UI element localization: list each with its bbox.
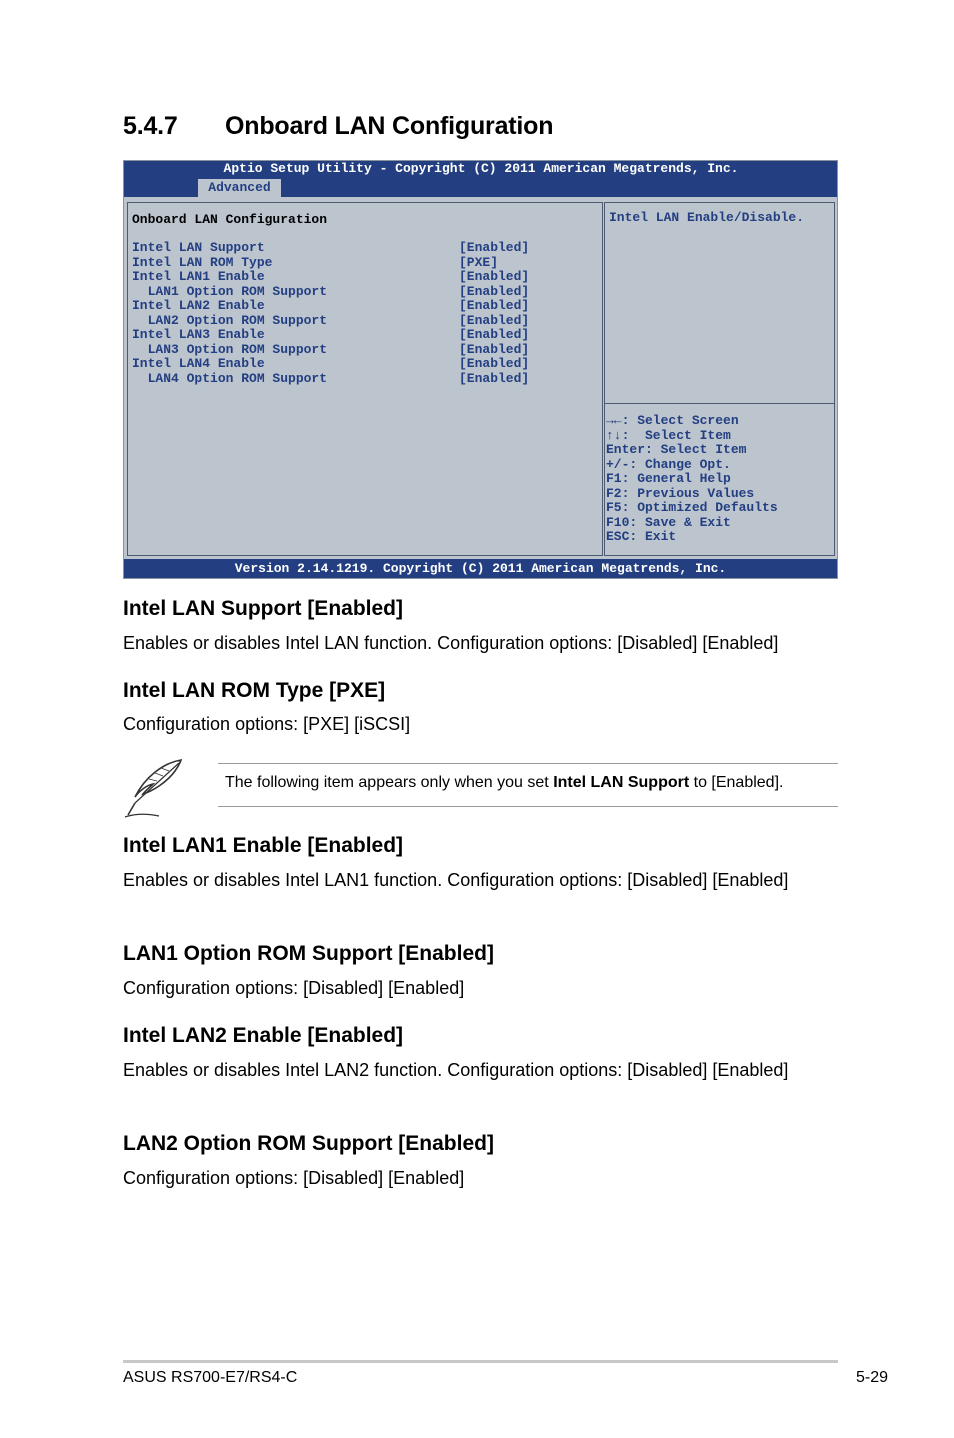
bios-item-value: [Enabled] (459, 240, 530, 255)
bios-item-value: [Enabled] (459, 370, 530, 386)
bios-item-value: [Enabled] (459, 283, 530, 299)
bios-item-label: Intel LAN4 Enable (132, 356, 265, 371)
bios-menu-item[interactable] (132, 270, 602, 285)
key-hint: +/-: Change Opt. (606, 456, 731, 472)
key-hint: F5: Optimized Defaults (606, 500, 778, 515)
bios-item-value: [Enabled] (459, 356, 530, 371)
item-description: Configuration options: [Disabled] [Enabled] (123, 1168, 465, 1188)
bios-menu-item[interactable] (132, 343, 602, 358)
bios-menu-heading: Onboard LAN Configuration (132, 212, 328, 227)
bios-item-label: LAN3 Option ROM Support (132, 341, 328, 357)
bios-key-legend (606, 414, 778, 545)
section-title-text: Onboard LAN Configuration (225, 112, 554, 140)
bios-menu-item[interactable] (132, 256, 602, 271)
note-rule (218, 763, 838, 764)
note-text-end: to [Enabled]. (689, 774, 784, 791)
item-heading: LAN2 Option ROM Support [Enabled] (123, 1132, 494, 1155)
bios-menu-panel (127, 202, 603, 556)
bios-menu-item[interactable] (132, 241, 602, 256)
bios-item-value: [Enabled] (459, 312, 530, 328)
item-description: Enables or disables Intel LAN2 function. Configuration options: [Disabled] [Enabled] (123, 1060, 789, 1080)
item-heading: LAN1 Option ROM Support [Enabled] (123, 942, 494, 965)
footer-product-name: ASUS RS700-E7/RS4-C (123, 1369, 298, 1386)
bios-item-label: LAN2 Option ROM Support (132, 312, 328, 328)
bios-item-label: Intel LAN1 Enable (132, 269, 265, 284)
footer-page-number: 5-29 (855, 1369, 888, 1386)
section-number: 5.4.7 (123, 112, 178, 140)
bios-item-value: [Enabled] (459, 327, 530, 342)
footer-rule (123, 1360, 838, 1363)
bios-item-value: [Enabled] (459, 269, 530, 284)
key-hint: →←: Select Screen (606, 413, 739, 428)
bios-menu-item[interactable] (132, 357, 602, 372)
item-heading: Intel LAN2 Enable [Enabled] (123, 1024, 404, 1047)
bios-title: Aptio Setup Utility - Copyright (C) 2011 American Megatrends, Inc. (223, 161, 739, 176)
item-description: Configuration options: [PXE] [iSCSI] (123, 714, 411, 734)
item-description: Enables or disables Intel LAN1 function. Configuration options: [Disabled] [Enabled] (123, 870, 789, 890)
key-hint: F1: General Help (606, 471, 731, 486)
section-title (123, 112, 553, 141)
item-heading: Intel LAN ROM Type [PXE] (123, 679, 386, 702)
bios-help-text: Intel LAN Enable/Disable. (609, 210, 805, 225)
note-text-bold: Intel LAN Support (553, 774, 690, 791)
item-description: Enables or disables Intel LAN function. Configuration options: [Disabled] [Enabled] (123, 633, 779, 653)
bios-tab-advanced[interactable]: Advanced (198, 179, 281, 197)
key-hint: Enter: Select Item (606, 442, 747, 457)
bios-footer: Version 2.14.1219. Copyright (C) 2011 American Megatrends, Inc. (124, 559, 837, 578)
bios-header (124, 161, 837, 197)
bios-item-label: Intel LAN2 Enable (132, 298, 265, 313)
bios-item-label: Intel LAN3 Enable (132, 327, 265, 342)
note-rule (218, 806, 838, 807)
bios-item-label: Intel LAN Support (132, 240, 265, 255)
bios-menu-item[interactable] (132, 285, 602, 300)
key-hint: ESC: Exit (606, 529, 677, 544)
bios-item-value: [Enabled] (459, 341, 530, 357)
item-description: Configuration options: [Disabled] [Enabled] (123, 978, 465, 998)
note-text (225, 772, 783, 794)
bios-screenshot (123, 160, 838, 579)
item-heading: Intel LAN Support [Enabled] (123, 597, 403, 620)
note-text-start: The following item appears only when you set (225, 774, 554, 791)
bios-item-label: LAN1 Option ROM Support (132, 283, 328, 299)
bios-help-divider (605, 403, 834, 404)
key-hint: ↑↓: Select Item (606, 427, 731, 443)
bios-menu-item[interactable] (132, 372, 602, 387)
bios-menu-item[interactable] (132, 328, 602, 343)
item-heading: Intel LAN1 Enable [Enabled] (123, 834, 404, 857)
bios-help-panel (604, 202, 835, 556)
key-hint: F10: Save & Exit (606, 514, 731, 530)
key-hint: F2: Previous Values (606, 485, 755, 501)
bios-menu-item[interactable] (132, 314, 602, 329)
bios-item-value: [PXE] (459, 254, 499, 270)
feather-note-icon (123, 757, 185, 819)
bios-item-label: LAN4 Option ROM Support (132, 370, 328, 386)
bios-menu-item[interactable] (132, 299, 602, 314)
bios-item-label: Intel LAN ROM Type (132, 254, 273, 270)
bios-item-value: [Enabled] (459, 298, 530, 313)
